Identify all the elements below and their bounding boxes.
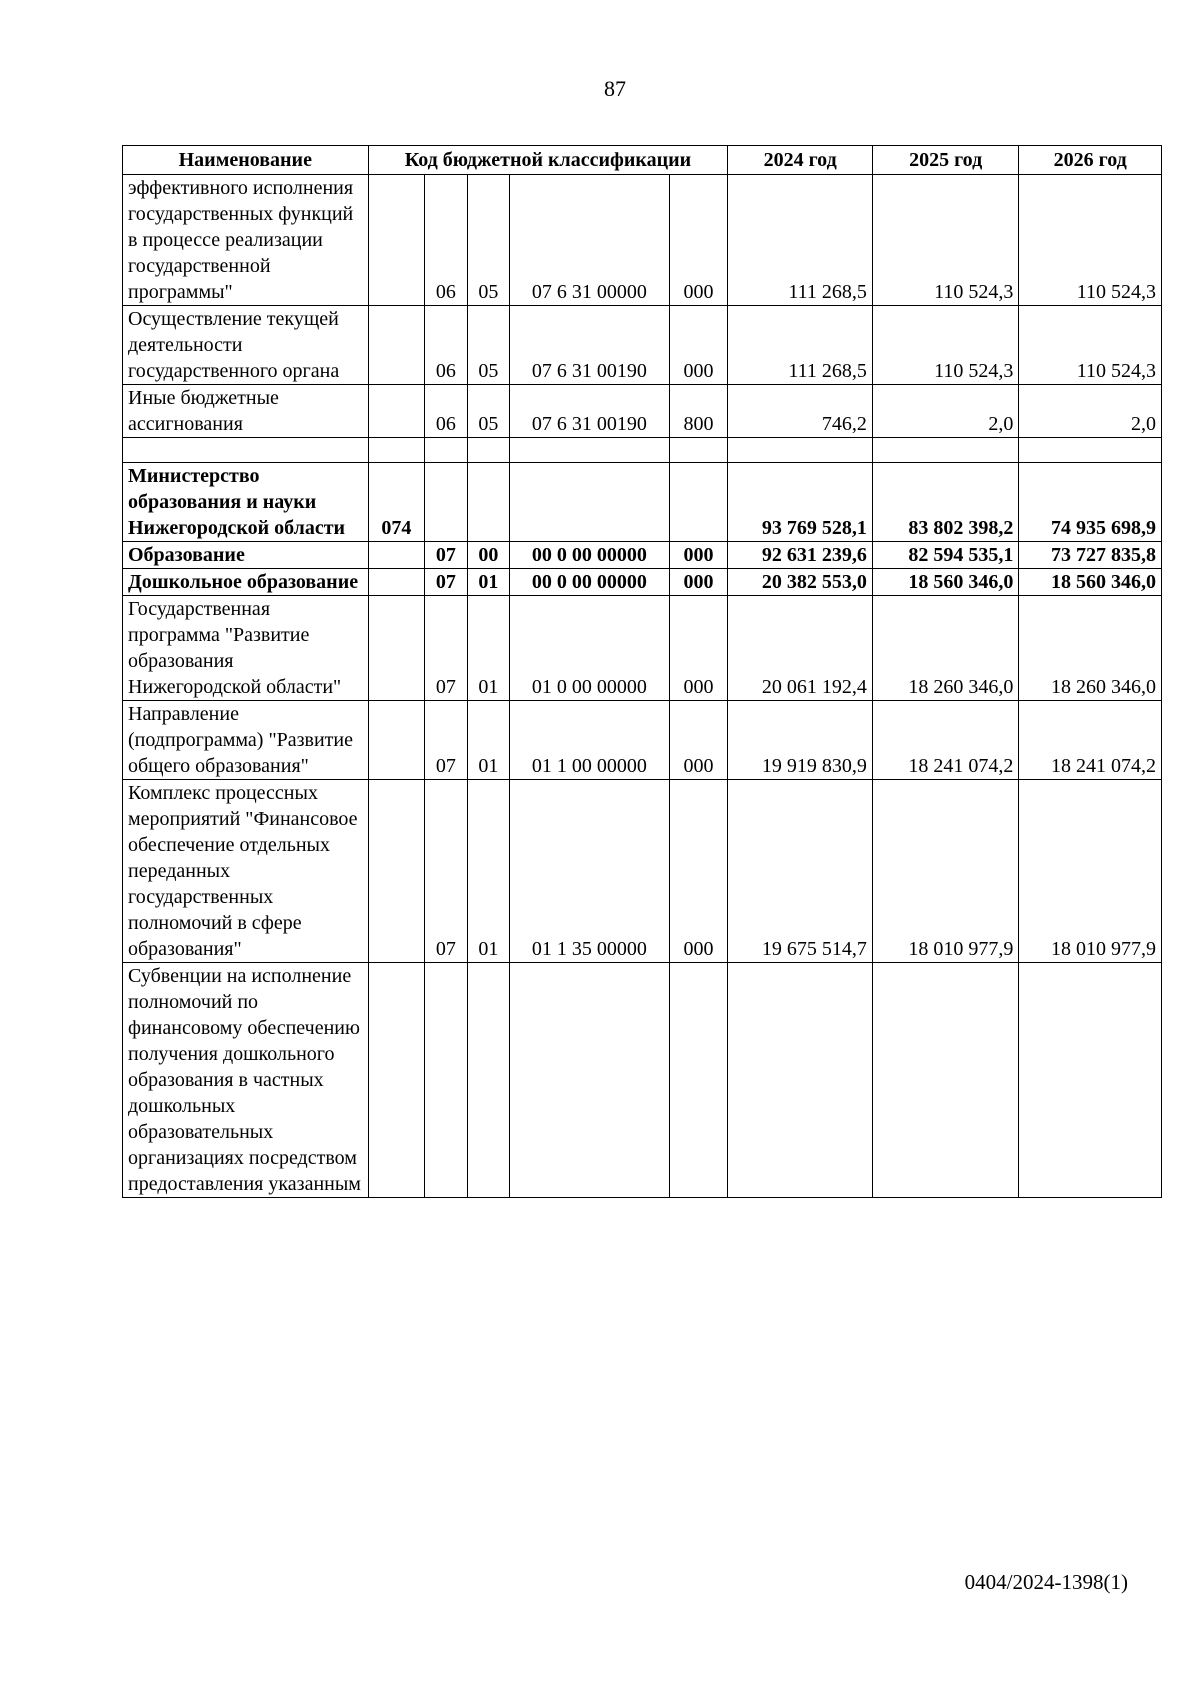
- table-row: [123, 596, 1162, 701]
- row-2024: 92 631 239,6: [728, 542, 873, 569]
- row-admin-code: [368, 780, 425, 963]
- row-subsection: [467, 963, 509, 1198]
- row-admin-code: [368, 701, 425, 780]
- table-row: [123, 385, 1162, 438]
- row-expense-type: 000: [669, 780, 728, 963]
- row-admin-code: [368, 542, 425, 569]
- table-row: [123, 175, 1162, 306]
- spacer-cell: [669, 438, 728, 463]
- table-row: [123, 701, 1162, 780]
- spacer-cell: [728, 438, 873, 463]
- row-admin-code: [368, 963, 425, 1198]
- row-section: [425, 463, 467, 542]
- row-target-article: 07 6 31 00190: [510, 306, 670, 385]
- spacer-row: [123, 438, 1162, 463]
- row-subsection: 01: [467, 569, 509, 596]
- row-section: 06: [425, 175, 467, 306]
- row-admin-code: [368, 175, 425, 306]
- row-subsection: 05: [467, 306, 509, 385]
- budget-table: [122, 145, 1162, 1198]
- row-subsection: 01: [467, 780, 509, 963]
- row-2024: 19 675 514,7: [728, 780, 873, 963]
- row-2026: 18 560 346,0: [1019, 569, 1162, 596]
- row-2025: 18 260 346,0: [872, 596, 1019, 701]
- document-code: 0404/2024-1398(1): [964, 1570, 1128, 1594]
- row-target-article: 07 6 31 00000: [510, 175, 670, 306]
- row-target-article: [510, 963, 670, 1198]
- row-section: 07: [425, 780, 467, 963]
- spacer-cell: [368, 438, 425, 463]
- row-2025: 18 010 977,9: [872, 780, 1019, 963]
- row-expense-type: 000: [669, 701, 728, 780]
- row-section: 06: [425, 306, 467, 385]
- row-2025: 110 524,3: [872, 175, 1019, 306]
- row-2026: 74 935 698,9: [1019, 463, 1162, 542]
- row-2025: 82 594 535,1: [872, 542, 1019, 569]
- row-target-article: 01 0 00 00000: [510, 596, 670, 701]
- spacer-cell: [1019, 438, 1162, 463]
- row-section: 07: [425, 542, 467, 569]
- row-expense-type: 000: [669, 569, 728, 596]
- row-section: 07: [425, 701, 467, 780]
- row-2025: [872, 963, 1019, 1198]
- row-2024: 111 268,5: [728, 306, 873, 385]
- row-2026: 73 727 835,8: [1019, 542, 1162, 569]
- row-2026: [1019, 963, 1162, 1198]
- row-2026: 18 010 977,9: [1019, 780, 1162, 963]
- table-header: [123, 146, 1162, 175]
- row-subsection: 05: [467, 385, 509, 438]
- row-2026: 110 524,3: [1019, 306, 1162, 385]
- row-2024: 746,2: [728, 385, 873, 438]
- row-2025: 110 524,3: [872, 306, 1019, 385]
- table-row: [123, 569, 1162, 596]
- row-2025: 2,0: [872, 385, 1019, 438]
- row-subsection: 00: [467, 542, 509, 569]
- table-row: [123, 463, 1162, 542]
- row-subsection: 01: [467, 596, 509, 701]
- row-2024: 19 919 830,9: [728, 701, 873, 780]
- table-row: [123, 542, 1162, 569]
- row-target-article: 07 6 31 00190: [510, 385, 670, 438]
- row-target-article: 00 0 00 00000: [510, 569, 670, 596]
- row-admin-code: [368, 596, 425, 701]
- row-name: Министерство образования и науки Нижегородской области: [123, 463, 369, 542]
- row-admin-code: [368, 385, 425, 438]
- row-admin-code: [368, 569, 425, 596]
- row-2024: 111 268,5: [728, 175, 873, 306]
- row-name: Осуществление текущей деятельности государственного органа: [123, 306, 369, 385]
- row-target-article: 00 0 00 00000: [510, 542, 670, 569]
- header-2024: 2024 год: [728, 146, 873, 175]
- header-name: Наименование: [123, 146, 369, 175]
- row-subsection: [467, 463, 509, 542]
- row-expense-type: [669, 963, 728, 1198]
- table-row: [123, 963, 1162, 1198]
- spacer-cell: [872, 438, 1019, 463]
- row-target-article: [510, 463, 670, 542]
- row-section: 06: [425, 385, 467, 438]
- header-2025: 2025 год: [872, 146, 1019, 175]
- row-subsection: 05: [467, 175, 509, 306]
- table-row: [123, 780, 1162, 963]
- row-expense-type: 800: [669, 385, 728, 438]
- row-expense-type: [669, 463, 728, 542]
- row-name: Образование: [123, 542, 369, 569]
- row-2026: 2,0: [1019, 385, 1162, 438]
- spacer-cell: [425, 438, 467, 463]
- spacer-cell: [123, 438, 369, 463]
- table-row: [123, 306, 1162, 385]
- row-2026: 18 241 074,2: [1019, 701, 1162, 780]
- row-section: [425, 963, 467, 1198]
- row-expense-type: 000: [669, 175, 728, 306]
- row-2026: 110 524,3: [1019, 175, 1162, 306]
- row-name: Государственная программа "Развитие образования Нижегородской области": [123, 596, 369, 701]
- row-2024: 20 061 192,4: [728, 596, 873, 701]
- row-2024: 93 769 528,1: [728, 463, 873, 542]
- row-name: эффективного исполнения государственных функций в процессе реализации государственной программы": [123, 175, 369, 306]
- row-2024: 20 382 553,0: [728, 569, 873, 596]
- spacer-cell: [510, 438, 670, 463]
- row-name: Направление (подпрограмма) "Развитие общего образования": [123, 701, 369, 780]
- header-code: Код бюджетной классификации: [368, 146, 728, 175]
- page-number: 87: [604, 76, 626, 101]
- row-expense-type: 000: [669, 542, 728, 569]
- spacer-cell: [467, 438, 509, 463]
- row-expense-type: 000: [669, 596, 728, 701]
- row-2025: 18 241 074,2: [872, 701, 1019, 780]
- row-name: Комплекс процессных мероприятий "Финансовое обеспечение отдельных переданных государственных полномочий в сфере образования": [123, 780, 369, 963]
- row-2025: 18 560 346,0: [872, 569, 1019, 596]
- row-name: Дошкольное образование: [123, 569, 369, 596]
- row-target-article: 01 1 00 00000: [510, 701, 670, 780]
- header-2026: 2026 год: [1019, 146, 1162, 175]
- row-name: Иные бюджетные ассигнования: [123, 385, 369, 438]
- row-admin-code: [368, 306, 425, 385]
- row-2026: 18 260 346,0: [1019, 596, 1162, 701]
- row-section: 07: [425, 569, 467, 596]
- row-name: Субвенции на исполнение полномочий по финансовому обеспечению получения дошкольного образования в частных дошкольных образовательных организациях посредством предоставления указанным: [123, 963, 369, 1198]
- row-expense-type: 000: [669, 306, 728, 385]
- row-subsection: 01: [467, 701, 509, 780]
- row-target-article: 01 1 35 00000: [510, 780, 670, 963]
- row-section: 07: [425, 596, 467, 701]
- row-2025: 83 802 398,2: [872, 463, 1019, 542]
- row-2024: [728, 963, 873, 1198]
- row-admin-code: 074: [368, 463, 425, 542]
